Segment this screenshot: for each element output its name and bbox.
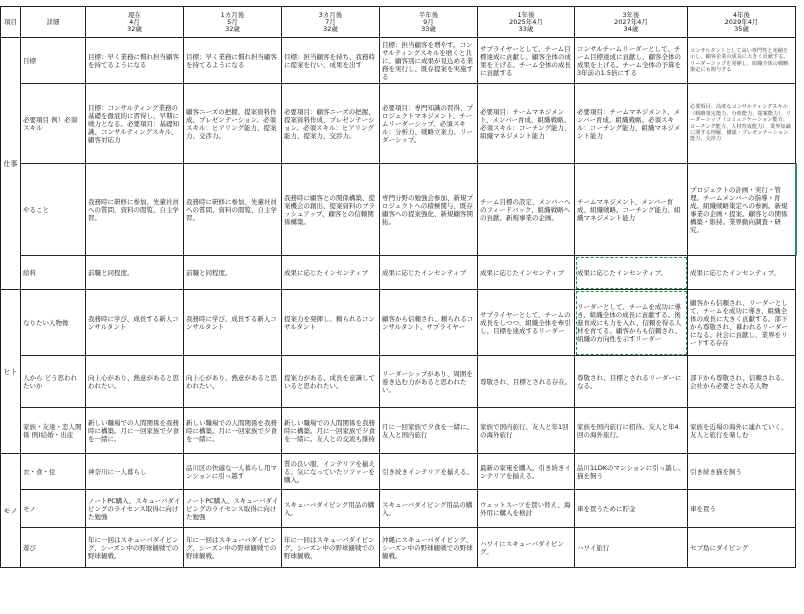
header-period[interactable]: [380, 7, 478, 38]
period-age: 32歳: [127, 24, 142, 33]
data-cell[interactable]: 成果に応じたインセンティブ。: [688, 256, 796, 290]
table-row: [1, 256, 796, 290]
data-cell[interactable]: 我務時に研修に参加、先輩社員への質問、資料の閲覧、自主学習。: [184, 164, 282, 256]
data-cell[interactable]: 前職と同程度。: [184, 256, 282, 290]
data-cell[interactable]: 目標：早く業務に慣れ担当顧客を持てるようになる: [86, 38, 184, 84]
row-label-cell[interactable]: 目標: [21, 38, 86, 84]
table-row: [1, 356, 796, 408]
table-row: [1, 528, 796, 568]
data-cell[interactable]: 年に一回はスキューバダイビング、シーズン中の野球観戦での野球観戦。: [86, 528, 184, 568]
header-row: [1, 7, 796, 38]
data-cell[interactable]: セブ島にダイビング: [688, 528, 796, 568]
table-row: [1, 408, 796, 454]
data-cell[interactable]: サプライヤーとして、チームの成長をしつつ、組織全体を牽引し、目標を達成するリーダー: [478, 290, 575, 356]
data-cell[interactable]: 新しい職場での人間関係を我務時に構築。月に一回家族で夕食を一緒に。: [184, 408, 282, 454]
row-label-cell[interactable]: やること: [21, 164, 86, 256]
header-detail[interactable]: 詳細: [21, 7, 86, 38]
data-cell[interactable]: 家族を国内旅行に招待。友人と年4回の海外旅行。: [575, 408, 688, 454]
data-cell[interactable]: 顧客から信頼され、頼られるコンサルタント、サプライヤー: [380, 290, 478, 356]
period-label: 3カ月後: [318, 10, 343, 19]
data-cell[interactable]: 品川1LDKのマンションに引っ越し。猫を飼う: [575, 454, 688, 490]
row-label-cell[interactable]: なりたい人物像: [21, 290, 86, 356]
period-label: 1カ月後: [220, 10, 245, 19]
data-cell[interactable]: 新しい職場での人間関係を我務時に構築。月に一回家族で夕食を一緒に。: [86, 408, 184, 454]
data-cell[interactable]: 尊敬され、目標とされるリーダーになる。: [575, 356, 688, 408]
data-cell[interactable]: ノートPC購入、スキューバダイビングのライセンス取得に向けた勉強: [86, 490, 184, 528]
header-period[interactable]: [184, 7, 282, 38]
data-cell[interactable]: ハワイにスキューバダイビング。: [478, 528, 575, 568]
data-cell[interactable]: 目標：早く業務に慣れ担当顧客を持てるようになる: [184, 38, 282, 84]
data-cell[interactable]: 引き続き猫を飼う: [688, 454, 796, 490]
data-cell[interactable]: 月に一回家族で夕食を一緒に。友人と国内旅行: [380, 408, 478, 454]
period-date: 7月: [325, 17, 336, 26]
header-period[interactable]: [282, 7, 380, 38]
data-cell[interactable]: 沖縄にスキューバダイビング、シーズン中の野球観戦での野球観戦。: [380, 528, 478, 568]
data-cell[interactable]: 顧客から信頼され、リーダーとして、チームを成功に導き、組織全体の成長に大きく貢献する。部下から尊敬され、慕われるリーダーになる。社会に貢献し、業界をリードする存在: [688, 290, 796, 356]
data-cell[interactable]: 目標：コンサルティング業務の基礎を徹底的に習得し、早期に戦力となる。必要項目：基礎知識、コンサルティングスキル、顧客対応力: [86, 84, 184, 164]
period-label: 現在: [128, 10, 141, 19]
data-cell[interactable]: 成果に応じたインセンティブ。: [575, 256, 688, 290]
data-cell[interactable]: プロジェクトの計画・実行・管理。チームメンバーの指導・育成。組織戦略策定への参画。新規事業の企画・提案。顧客との関係構築・維持。業界動向調査・研究。: [688, 164, 796, 256]
data-cell[interactable]: 成果に応じたインセンティブ: [282, 256, 380, 290]
data-cell[interactable]: 専門分野の勉強会参加、新規プロジェクトへの積極関与、既存顧客への提案強化、新規顧客開拓。: [380, 164, 478, 256]
period-date: 4月: [129, 17, 140, 26]
period-date: 5月: [227, 17, 238, 26]
data-cell[interactable]: チーム目標の設定、メンバーへのフィードバック、組織戦略への貢献、新規事業の企画。: [478, 164, 575, 256]
header-period[interactable]: [688, 7, 796, 38]
data-cell[interactable]: ハワイ旅行: [575, 528, 688, 568]
data-cell[interactable]: 成果に応じたインセンティブ: [380, 256, 478, 290]
period-date: 2027年4月: [614, 17, 648, 26]
data-cell[interactable]: 質の良い服、インテリアを揃える。気になっていたソファーを購入。: [282, 454, 380, 490]
data-cell[interactable]: 年に一回はスキューバダイビング、シーズン中の野球観戦での野球観戦。: [184, 528, 282, 568]
period-label: 3年後: [622, 10, 640, 19]
data-cell[interactable]: 我務時に研修に参加、先輩社員への質問、資料の閲覧、自主学習。: [86, 164, 184, 256]
data-cell[interactable]: 部下から尊敬され、信頼される。会社から必要とされる人物: [688, 356, 796, 408]
data-cell[interactable]: 車を買うために貯金: [575, 490, 688, 528]
data-cell[interactable]: コンサルチームリーダーとして、チーム目標達成に貢献し、顧客全体の成果を上げる。チーム全体の予算を3年前の1.5倍にする: [575, 38, 688, 84]
data-cell[interactable]: 向上心があり、熱意があると思われたい。: [86, 356, 184, 408]
data-cell[interactable]: 目標：担当顧客を持ち、我務時に提案を行い、成果を出す: [282, 38, 380, 84]
data-cell[interactable]: 必要項目：チームマネジメント、メンバー育成、組織戦略。必須スキル：コーチング能力、組織マネジメント能力: [478, 84, 575, 164]
table-row: [1, 164, 796, 256]
data-cell[interactable]: 神奈川に一人暮らし: [86, 454, 184, 490]
period-label: 半年後: [418, 10, 439, 19]
data-cell[interactable]: 車を買う: [688, 490, 796, 528]
period-date: 2029年4月: [724, 17, 759, 26]
data-cell[interactable]: 我務時に学び、成長する新人コンサルタント: [184, 290, 282, 356]
data-cell[interactable]: 必要項目：専門知識の習得、プロジェクトマネジメント、チームリーダーシップ。必須スキル：分析力、戦略立案力、リーダーシップ。: [380, 84, 478, 164]
data-cell[interactable]: 尊敬され、目標とされる存在。: [478, 356, 575, 408]
header-period[interactable]: [86, 7, 184, 38]
period-date: 2025年4月: [509, 17, 543, 26]
category-cell[interactable]: ヒト: [1, 290, 21, 454]
row-label-cell[interactable]: モノ: [21, 490, 86, 528]
data-cell[interactable]: 品川区の快適な一人暮らし用マンションに引っ越す: [184, 454, 282, 490]
data-cell[interactable]: サプライヤーとして、チーム目標達成に貢献し、顧客全体の成果を上げる。チーム全体の成長に貢献する: [478, 38, 575, 84]
table-row: [1, 490, 796, 528]
table-row: [1, 84, 796, 164]
category-cell[interactable]: 仕事: [1, 38, 21, 290]
row-label-cell[interactable]: 遊び: [21, 528, 86, 568]
data-cell[interactable]: 成果に応じたインセンティブ: [478, 256, 575, 290]
data-cell[interactable]: 向上心があり、熱意があると思われたい。: [184, 356, 282, 408]
header-period[interactable]: [575, 7, 688, 38]
data-cell[interactable]: リーダーシップがあり、周囲を巻き込む力があると思われたい。: [380, 356, 478, 408]
period-label: 1年後: [517, 10, 535, 19]
data-cell[interactable]: リーダーとして、チームを成功に導き、組織全体の成長に貢献する。後進育成にも力を入れ、信頼を得る人材を育てる。顧客からも信頼され、組織の方向性を示すリーダー: [575, 290, 688, 356]
period-label: 4年後: [732, 10, 751, 19]
data-cell[interactable]: 提案力がある、成長を意識していると思われたい。: [282, 356, 380, 408]
data-cell[interactable]: 前職と同程度。: [86, 256, 184, 290]
data-cell[interactable]: 年に一回はスキューバダイビング、シーズン中の野球観戦での野球観戦。: [282, 528, 380, 568]
table-row: [1, 38, 796, 84]
data-cell[interactable]: スキューバダイビング用品の購入。: [282, 490, 380, 528]
data-cell[interactable]: ウェットスーツを買い替え、海外用に購入を検討: [478, 490, 575, 528]
data-cell[interactable]: 家族を近場の海外に連れていく、友人と旅行を楽しむ: [688, 408, 796, 454]
data-cell[interactable]: コンサルタントとして高い専門性と実績を示し、顧客企業の成長に大きく貢献する。リーダーシップを発揮し、組織全体の戦略策定にも関与する: [688, 38, 796, 84]
data-cell[interactable]: 引き続きインテリアを揃える。: [380, 454, 478, 490]
data-cell[interactable]: 必要項目：チームマネジメント、メンバー育成、組織戦略。必須スキル：コーチング能力、組織マネジメント能力: [575, 84, 688, 164]
data-cell[interactable]: チームマネジメント、メンバー育成、組織戦略。コーチング能力、組織マネジメント能力: [575, 164, 688, 256]
period-age: 32歳: [323, 24, 338, 33]
data-cell[interactable]: 目標：担当顧客を増やす。コンサルティングスキルを磨くと共に、顧客別に成果が見込める業務を実行し、既存提案を実施する: [380, 38, 478, 84]
data-cell[interactable]: 必要項目：高度なコンサルティングスキル（戦略策定能力、分析能力、提案能力）、リーダーシップ（コミュニケーション能力、コーチング能力、人材育成能力）、業界知識に関する理解、構築・プレゼンテーション能力、交渉力: [688, 84, 796, 164]
data-cell[interactable]: 家族で国内旅行、友人と年1回の海外旅行: [478, 408, 575, 454]
row-label-cell[interactable]: 給料: [21, 256, 86, 290]
data-cell[interactable]: 新しい職場での人間関係を我務時に構築。月に一回家族で夕食を一緒に。友人との交流も維持: [282, 408, 380, 454]
row-label-cell[interactable]: 衣・食・住: [21, 454, 86, 490]
period-age: 33歳: [518, 24, 534, 33]
data-cell[interactable]: 最新の家電を購入。引き続きインテリアを揃える。: [478, 454, 575, 490]
row-label-cell[interactable]: 人から どう思われたいか: [21, 356, 86, 408]
data-cell[interactable]: 顧客ニーズの把握、提案資料作成、プレゼンテーション。必須スキル：ヒアリング能力、提案力、交渉力。: [184, 84, 282, 164]
data-cell[interactable]: 我務時に顧客との関係構築、提案機会の創出、提案資料のブラッシュアップ、顧客との信頼関係構築。: [282, 164, 380, 256]
data-cell[interactable]: 我務時に学び、成長する新人コンサルタント: [86, 290, 184, 356]
table-row: [1, 454, 796, 490]
data-cell[interactable]: 必要項目：顧客ニーズの把握、提案資料作成、プレゼンテーション。必須スキル：ヒアリング能力、提案力、交渉力。: [282, 84, 380, 164]
period-age: 35歳: [734, 24, 749, 33]
period-date: 9月: [423, 17, 434, 26]
header-period[interactable]: [478, 7, 575, 38]
data-cell[interactable]: ノートPC購入、スキューバダイビングのライセンス取得に向けた勉強: [184, 490, 282, 528]
data-cell[interactable]: 提案力を発揮し、頼られるコンサルタント: [282, 290, 380, 356]
category-cell[interactable]: モノ: [1, 454, 21, 568]
period-age: 33歳: [421, 24, 436, 33]
table-row: [1, 290, 796, 356]
period-age: 32歳: [225, 24, 240, 33]
row-label-cell[interactable]: 必要項目 例）必須スキル: [21, 84, 86, 164]
header-item[interactable]: 項目: [1, 7, 21, 38]
plan-table: [0, 6, 797, 568]
row-label-cell[interactable]: 家族・友達・恋人関係 例)結婚・出産: [21, 408, 86, 454]
period-age: 34歳: [623, 24, 639, 33]
data-cell[interactable]: スキューバダイビング用品の購入。: [380, 490, 478, 528]
